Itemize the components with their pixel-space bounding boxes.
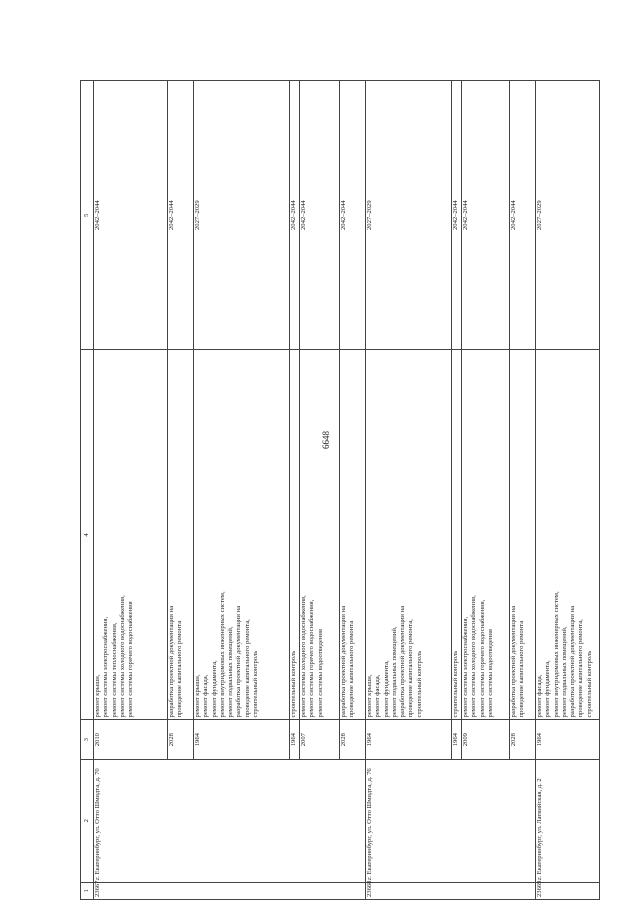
building-number: 23669.	[536, 882, 600, 899]
building-address: г. Екатеринбург, ул. Латвийская, д. 2	[536, 759, 600, 882]
building-address: г. Екатеринбург, ул. Отто Шмидта, д. 76	[366, 759, 536, 882]
period-cell: 2042–2044	[300, 81, 340, 350]
page-number: 6648	[321, 431, 331, 449]
works-cell: ремонт крыши, ремонт фасада, ремонт фундамента, ремонт внутридомовых инженерных систем, ремонт подвальных помещений, разработка проектной документации на проведение капитального ремонта, строительный контроль	[194, 350, 290, 720]
repair-schedule-table	[80, 80, 600, 900]
table-row	[94, 81, 168, 900]
works-cell: строительный контроль	[290, 350, 300, 720]
works-cell: ремонт крыши, ремонт системы электроснабжения, ремонт системы теплоснабжения, ремонт системы холодного водоснабжения, ремонт системы горячего водоснабжения	[94, 350, 168, 720]
year-cell: 1964	[536, 720, 600, 759]
rotated-table-container	[80, 80, 600, 900]
year-cell: 1964	[194, 720, 290, 759]
works-cell: разработка проектной документации на проведение капитального ремонта	[510, 350, 536, 720]
period-cell: 2027–2029	[194, 81, 290, 350]
period-cell: 2042–2044	[290, 81, 300, 350]
works-cell: ремонт фасада, ремонт фундамента, ремонт внутридомовых инженерных систем, ремонт подвальных помещений, разработка проектной документации на проведение капитального ремонта, строительный контроль	[536, 350, 600, 720]
header-cell: 3	[81, 720, 94, 759]
header-cell: 4	[81, 350, 94, 720]
building-number: 23667.	[94, 882, 366, 899]
period-cell: 2042–2044	[452, 81, 462, 350]
period-cell: 2027–2029	[366, 81, 452, 350]
year-cell: 2010	[94, 720, 168, 759]
works-cell: разработка проектной документации на проведение капитального ремонта	[340, 350, 366, 720]
year-cell: 2028	[510, 720, 536, 759]
period-cell: 2042–2044	[168, 81, 194, 350]
period-cell: 2027–2029	[536, 81, 600, 350]
header-cell: 1	[81, 882, 94, 899]
works-cell: разработка проектной документации на проведение капитального ремонта	[168, 350, 194, 720]
period-cell: 2042–2044	[94, 81, 168, 350]
works-cell: ремонт крыши, ремонт фасада, ремонт фундамента, ремонт подвальных помещений, разработка проектной документации на проведение капитального ремонта, строительный контроль	[366, 350, 452, 720]
period-cell: 2042–2044	[340, 81, 366, 350]
period-cell: 2042–2044	[462, 81, 510, 350]
year-cell: 1964	[290, 720, 300, 759]
header-cell: 2	[81, 759, 94, 882]
year-cell: 2028	[168, 720, 194, 759]
building-address: г. Екатеринбург, ул. Отто Шмидта, д. 70	[94, 759, 366, 882]
works-cell: ремонт системы электроснабжения, ремонт системы холодного водоснабжения, ремонт системы горячего водоснабжения, ремонт системы водоотведения	[462, 350, 510, 720]
year-cell: 2007	[300, 720, 340, 759]
works-cell: строительный контроль	[452, 350, 462, 720]
header-cell: 5	[81, 81, 94, 350]
building-number: 23668.	[366, 882, 536, 899]
table-row	[366, 81, 452, 900]
works-cell: ремонт системы холодного водоснабжения, ремонт системы горячего водоснабжения, ремонт системы водоотведения	[300, 350, 340, 720]
year-cell: 2028	[340, 720, 366, 759]
year-cell: 1964	[452, 720, 462, 759]
table-header-row	[81, 81, 94, 900]
year-cell: 2009	[462, 720, 510, 759]
period-cell: 2042–2044	[510, 81, 536, 350]
table-row	[536, 81, 600, 900]
year-cell: 1964	[366, 720, 452, 759]
